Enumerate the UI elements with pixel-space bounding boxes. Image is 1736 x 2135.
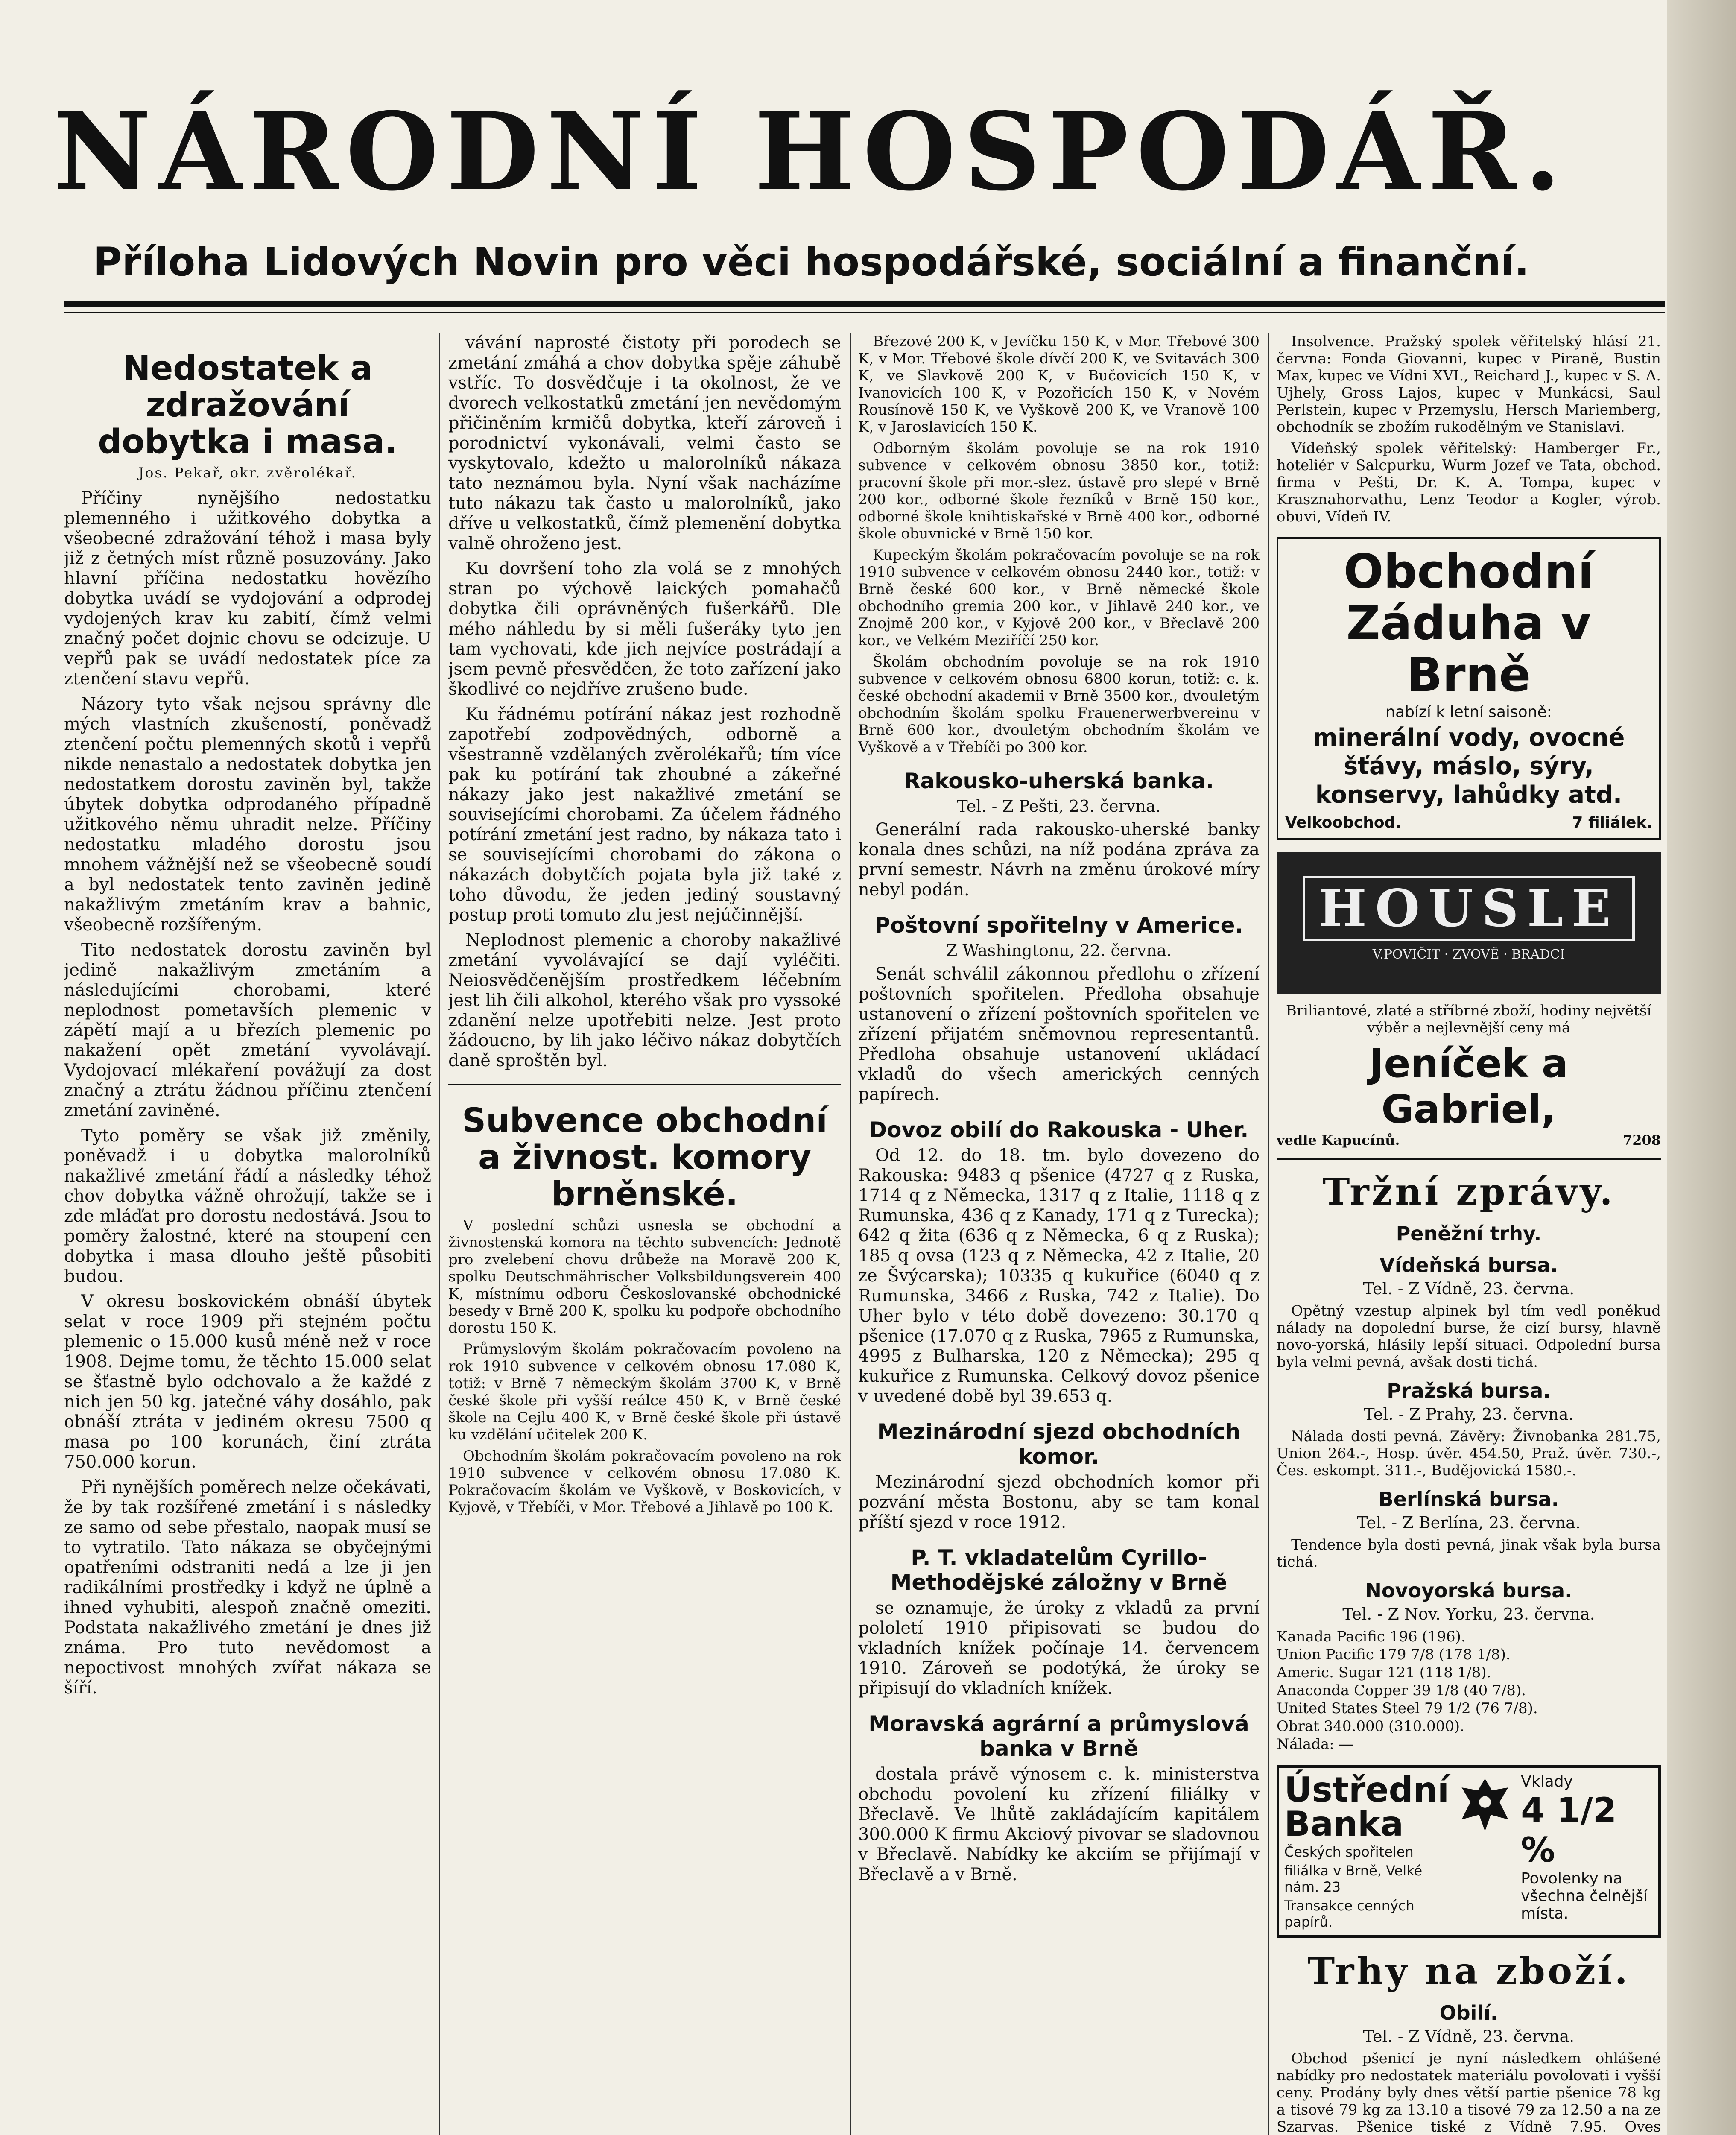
article-paragraph: Školám obchodním povoluje se na rok 1910 subvence v celkovém obnosu 6800 korun, totiž: c. k. české obchodní akademii v Brně 3500 kor., dvouletým obchodním školám spolku Frauenerwerbvereinu v Brně 600 kor., dvouletým obchodním školám ve Vyškově a v Třebíči po 300 kor. xyxy=(858,653,1260,756)
grain-text: Obchod pšenicí je nyní následkem ohlášené nabídky pro nedostatek materiálu povolovati i vyšší ceny. Prodány byly dnes větší partie pšenice 78 kg a tisové 79 kg za 13.10 a tisové 79 za 12.50 a na ze Szarvas. Pšenice tiské z Vídně 7.95. Oves xyxy=(1277,2050,1661,2135)
article-title: Subvence obchodní a živnost. komory brněnské. xyxy=(462,1102,827,1214)
ad-banka-title: Ústřední Banka xyxy=(1284,1769,1450,1844)
ad-banka-rate-label: Vklady xyxy=(1521,1772,1573,1790)
article-paragraph: Březové 200 K, v Jevíčku 150 K, v Mor. Třebové 300 K, v Mor. Třebové škole dívčí 200 K, ve Svitavách 300 K, ve Slavkově 200 K, v Bučovicích 150 K, v Ivanovicích 100 K, v Pozořicích 150 K, v Novém Rousínově 150 K, ve Vyškově 200 K, ve Vranově 100 K, v Jaroslavicích 150 K. xyxy=(858,333,1260,436)
ad-housle-word: HOUSLE xyxy=(1303,876,1634,941)
article-paragraph: Průmyslovým školám pokračovacím povoleno na rok 1910 subvence v celkovém obnosu 17.080 K, totiž: v Brně 7 německým školám 3700 K, v Brně české škole při vyšší reálce 450 K, v Brně české škole na Cejlu 400 K, v Brně české škole při ústavě ku vzdělání učitelek 200 K. xyxy=(448,1341,841,1443)
quote-row: Obrat 340.000 (310.000). xyxy=(1277,1717,1464,1735)
article-paragraph: V okresu boskovickém obnáší úbytek selat v roce 1909 při stejném počtu plemenic o 15.000 kusů méně než v roce 1908. Dejme tomu, že těchto 15.000 selat se šťastně bylo odchovalo a že každé z nich jen 50 kg. jatečné váhy dosáhlo, pak obnáší ztráta v jediném okresu 7500 q masa po 100 korunách, činí ztráta 750.000 korun. xyxy=(64,1292,431,1472)
news-heading: P. T. vkladatelům Cyrillo-Methodějské záložny v Brně xyxy=(890,1545,1227,1595)
masthead-subtitle: Příloha Lidových Novin pro věci hospodářské, sociální a finanční. xyxy=(93,239,1529,285)
ad-footer-left: Velkoobchod. xyxy=(1285,813,1402,831)
quote-row: Kanada Pacific 196 (196). xyxy=(1277,1628,1466,1645)
news-heading: Poštovní spořitelny v Americe. xyxy=(874,913,1243,938)
ad-banka-line: Transakce cenných papírů. xyxy=(1284,1897,1415,1930)
section-rule xyxy=(1277,1158,1661,1160)
insolvence-paragraph: Vídeňský spolek věřitelský: Hamberger Fr., hoteliér v Salcpurku, Wurm Jozef ve Tata, obchod. firma v Pešti, Dr. K. A. Tompa, kupec v Krasznahorvathu, Lenz Teodor a Kogler, výrob. obuvi, Vídeň IV. xyxy=(1277,440,1661,525)
news-text: Senát schválil zákonnou předlohu o zřízení poštovních spořitelen. Předloha obsahuje ustanovení o zřízení poštovních spořitelen ve zřízení přijatém sněmovnou representantů. Předloha obsahuje ustanovení ukládací vkladů do všech amerických cenných papírech. xyxy=(858,964,1260,1104)
ad-jenicek-address: vedle Kapucínů. xyxy=(1277,1132,1400,1148)
bourse-dateline: Tel. - Z Nov. Yorku, 23. června. xyxy=(1342,1604,1595,1623)
ad-jenicek-footer xyxy=(1277,1132,1661,1148)
bourse-heading: Novoyorská bursa. xyxy=(1365,1579,1572,1602)
article-paragraph: V poslední schůzi usnesla se obchodní a živnostenská komora na těchto subvencích: Jednotě pro zvelebení chovu drůbeže na Moravě 200 K, spolku Deutschmährischer Volksbildungsverein 400 K, místnímu odboru Českoslovanské obchodnické besedy v Brně 200 K, spolku ku podpoře obchodního dorostu 150 K. xyxy=(448,1217,841,1337)
masthead-rule-thin xyxy=(64,312,1665,313)
masthead-title: NÁRODNÍ HOSPODÁŘ. xyxy=(53,89,1569,214)
news-heading: Rakousko-uherská banka. xyxy=(904,769,1214,793)
column-divider xyxy=(439,333,440,2135)
news-dateline: Z Washingtonu, 22. června. xyxy=(946,941,1172,960)
ad-jenicek-code: 7208 xyxy=(1622,1132,1661,1148)
article-paragraph: Kupeckým školám pokračovacím povoluje se na rok 1910 subvence v celkovém obnosu 2440 kor., totiž: v Brně české 600 kor., v Brně německé škole obchodního gremia 200 kor., v Jihlavě 240 kor., ve Znojmě 200 kor., v Kyjově 200 kor., v Břeclavě 200 kor., ve Velkém Meziříčí 250 kor. xyxy=(858,547,1260,649)
ad-housle xyxy=(1277,852,1661,994)
bourse-heading: Pražská bursa. xyxy=(1387,1379,1551,1402)
article-paragraph: Neplodnost plemenic a choroby nakažlivé zmetání vyvolávající se dají vyléčiti. Neiosvědčenějším prostředkem léčebním jest lih čili alkohol, kterého však pro vyssoké zdanění nelze upotřebiti nelze. Jest proto žádoucno, by lih jako léčivo nákaz dobytčích daně sproštěn byl. xyxy=(448,930,841,1070)
bourse-dateline: Tel. - Z Vídně, 23. června. xyxy=(1363,1279,1575,1298)
ad-obchodni-zadruha xyxy=(1277,537,1661,840)
grain-dateline: Tel. - Z Vídně, 23. června. xyxy=(1363,2027,1575,2046)
bourse-dateline: Tel. - Z Prahy, 23. června. xyxy=(1364,1404,1574,1424)
article-paragraph: Příčiny nynějšího nedostatku plemenného i užitkového dobytka a všeobecné zdražování téhož i masa byly již z četných míst různě posuzovány. Jako hlavní příčina nedostatku hovězího dobytka uvádí se vydojování a odprodej vydojených krav ku zabití, čímž velmi značný počet dojnic chovu se odcizuje. U vepřů pak se uvádí nedostatek píce za ztenčení stavu vepřů. xyxy=(64,488,431,689)
column-divider xyxy=(850,333,851,2135)
column-1 xyxy=(64,333,431,2135)
news-heading: Mezinárodní sjezd obchodních komor. xyxy=(877,1419,1241,1469)
quote-row: Union Pacific 179 7/8 (178 1/8). xyxy=(1277,1646,1511,1663)
ad-title: Obchodní Záduha v Brně xyxy=(1343,544,1594,702)
masthead-rule xyxy=(64,301,1665,307)
adjacent-page-edge xyxy=(1667,0,1736,2135)
market-title: Tržní zprávy. xyxy=(1322,1170,1615,1214)
eagle-emblem-icon xyxy=(1455,1773,1515,1837)
article-paragraph: Ku řádnému potírání nákaz jest rozhodně zapotřebí zodpovědných, odborně a všestranně vzdělaných zvěrolékařů; tím více pak ku potírání tak zhoubné a zákeřné nákazy jako jest nakažlivé zmetání se souvisejícími chorobami. Za účelem řádného potírání zmetání jest radno, by nákaza tato i se souvisejícími chorobami do zákona o nákazách dobytčích pojata byla již také z toho důvodu, že jeden jediný soustavný postup proti tomuto zlu jest nejúčinnější. xyxy=(448,705,841,925)
article-paragraph: vávání naprosté čistoty při porodech se zmetání zmáhá a chov dobytka spěje záhubě vstříc. To dosvědčuje i ta okolnost, že ve dvorech velkostatků zmetání jen nevědomým přičiněním krmičů dobytka, kteří zároveň i porodnictví vykonávali, velmi často se vyskytovalo, kdežto u malorolníků nákaza tato neznámou byla. Nyní však nacházíme tuto nákazu tak často u malorolníků, jako dříve u velkostatků, čímž plemenění dobytka valně ohroženo jest. xyxy=(448,333,841,553)
ad-footer xyxy=(1285,814,1652,831)
article-byline: Jos. Pekař, okr. zvěrolékař. xyxy=(138,465,357,481)
ad-banka-right-line: Povolenky na všechna čelnější místa. xyxy=(1521,1869,1648,1922)
news-heading: Moravská agrární a průmyslová banka v Brně xyxy=(868,1711,1249,1761)
bourse-text: Nálada dosti pevná. Závěry: Živnobanka 281.75, Union 264.-, Hosp. úvěr. 454.50, Praž. úvěr. 730.-, Čes. eskompt. 311.-, Budějovická 1580.-. xyxy=(1277,1427,1661,1479)
news-text: Generální rada rakousko-uherské banky konala dnes schůzi, na níž podána zpráva za první semestr. Návrh na změnu úrokové míry nebyl podán. xyxy=(858,820,1260,900)
article-paragraph: Obchodním školám pokračovacím povoleno na rok 1910 subvence v celkovém obnosu 17.080 K. Pokračovacím školám ve Vyškově, v Boskovicích, v Kyjově, v Třebíči, v Mor. Třebové a Jihlavě po 100 K. xyxy=(448,1448,841,1516)
section-rule xyxy=(448,1084,841,1085)
news-text: se oznamuje, že úroky z vkladů za první pololetí 1910 připisovati se budou do vkladních knížek počínaje 14. červencem 1910. Zároveň se podotýká, že úroky se připisují do vkladních knížek. xyxy=(858,1598,1260,1698)
column-3 xyxy=(858,333,1260,2135)
insolvence-paragraph: Insolvence. Pražský spolek věřitelský hlásí 21. června: Fonda Giovanni, kupec v Piraně, Bustin Max, kupec ve Vídni XVI., Reichard J., kupec v S. A. Ujhely, Gross Lajos, kupec v Munkácsi, Saul Perlstein, kupec v Przemyslu, Hersch Mariemberg, obchodník se zbožím rukodělným ve Stanislavi. xyxy=(1277,333,1661,436)
news-heading: Dovoz obilí do Rakouska - Uher. xyxy=(869,1117,1249,1142)
quote-row: Nálada: — xyxy=(1277,1735,1353,1753)
bourse-dateline: Tel. - Z Berlína, 23. června. xyxy=(1357,1513,1581,1532)
quote-row: Americ. Sugar 121 (118 1/8). xyxy=(1277,1664,1491,1681)
article-paragraph: Tyto poměry se však již změnily, poněvadž i u dobytka malorolníků nakažlivé zmetání řádí a následky téhož chov dobytka vážně ohrožují, takže se i zde mláďat pro dorostu nedostává. Jsou to poměry žalostné, které na stoupení cen dobytka i masa dlouho ještě působiti budou. xyxy=(64,1126,431,1286)
money-heading: Peněžní trhy. xyxy=(1396,1222,1542,1245)
ad-ustredni-banka xyxy=(1277,1765,1661,1938)
article-title: Nedostatek a zdražování dobytka i masa. xyxy=(98,349,397,461)
ad-jenicek-text: Briliantové, zlaté a stříbrné zboží, hodiny největší výběr a nejlevnější ceny má xyxy=(1286,1002,1652,1036)
news-text: dostala právě výnosem c. k. ministerstva obchodu povolení ku zřízení filiálky v Břeclavě. Ve lhůtě zakládajícím kapitálem 300.000 K firmu Akciový pivovar se sladovnou v Břeclavě. Nabídky ke akciím se přijímají v Břeclavě a v Brně. xyxy=(858,1764,1260,1884)
ad-banka-line: filiálka v Brně, Velké nám. 23 xyxy=(1284,1862,1423,1895)
news-dateline: Tel. - Z Pešti, 23. června. xyxy=(957,797,1161,816)
ad-jenicek-name: Jeníček a Gabriel, xyxy=(1369,1040,1568,1132)
news-text: Mezinárodní sjezd obchodních komor při pozvání města Bostonu, aby se tam konal příští sjezd v roce 1912. xyxy=(858,1472,1260,1532)
news-text: Od 12. do 18. tm. bylo dovezeno do Rakouska: 9483 q pšenice (4727 q z Ruska, 1714 q z Německa, 1317 q z Italie, 1118 q z Rumunska, 436 q z Kanady, 171 q z Turecka); 642 q žita (636 q z Německa, 6 q z Ruska); 185 q ovsa (123 q z Německa, 42 z Italie, 20 ze Švýcarska); 10335 q kukuřice (6040 q z Rumunska, 3466 z Ruska, 742 z Italie). Do Uher bylo v této době dovezeno: 30.170 q pšenice (17.070 q z Ruska, 7965 z Rumunska, 4995 z Bulharska, 120 z Německa); 295 q kukuřice z Rumunska. Celkový dovoz pšenice v uvedené době byl 39.653 q. xyxy=(858,1146,1260,1406)
ad-jenicek xyxy=(1277,1002,1661,1148)
ad-banka-rate: 4 1/2 % xyxy=(1521,1790,1617,1870)
ad-subtitle: nabízí k letní saisoně: xyxy=(1385,703,1552,721)
grain-heading: Obilí. xyxy=(1439,2001,1498,2024)
column-4 xyxy=(1277,333,1661,2135)
ad-banka-line: Českých spořitelen xyxy=(1284,1843,1414,1860)
column-2 xyxy=(448,333,841,2135)
bourse-text: Tendence byla dosti pevná, jinak však byla bursa tichá. xyxy=(1277,1536,1661,1571)
bourse-text: Opětný vzestup alpinek byl tím vedl poněkud nálady na dopolední burse, že cizí bursy, hlavně novo-yorská, hlásily lepší situaci. Odpolední bursa byla velmi pevná, avšak dosti tichá. xyxy=(1277,1302,1661,1371)
article-paragraph: Ku dovršení toho zla volá se z mnohých stran po výchově laických pomahačů dobytka čili oprávněných fušerkářů. Dle mého náhledu by si měli fušeráky tyto jen tam vychovati, kde jich nejvíce postrádají a jsem pevně přesvědčen, že toto zařízení jako škodlivé co nejdříve zrušeno bude. xyxy=(448,559,841,699)
ad-footer-right: 7 filiálek. xyxy=(1572,813,1652,831)
article-paragraph: Tito nedostatek dorostu zaviněn byl jedině nakažlivým zmetáním a následujícími chorobami, které neplodnost pometavších plemenic v zápětí mají a u březích plemenic po nakažení opět zmetání vyvolávají. Vydojovací mlékaření povážují za dost značný a ztrátu žádnou příčinu ztenčení zmetání zaviněné. xyxy=(64,940,431,1120)
bourse-heading: Vídeňská bursa. xyxy=(1379,1253,1558,1277)
article-paragraph: Odborným školám povoluje se na rok 1910 subvence v celkovém obnosu 3850 kor., totiž: pracovní škole při mor.-slez. ústavě pro slepé v Brně 200 kor., odborné škole řezníků v Brně 150 kor., odborné škole knihtiskařské v Brně 400 kor., odborné škole obuvnické v Brně 150 kor. xyxy=(858,440,1260,542)
column-divider xyxy=(1268,333,1269,2135)
ad-goods: minerální vody, ovocné šťávy, máslo, sýry, konservy, lahůdky atd. xyxy=(1312,724,1625,809)
article-paragraph: Při nynějších poměrech nelze očekávati, že by tak rozšířené zmetání i s následky ze samo od sebe přestalo, naopak musí se to vytratilo. Tato nákaza se obyčejnými opatřeními odstraniti nedá a lze ji jen radikálními prostředky i když ne úplně a ihned vyhubiti, alespoň značně omeziti. Podstata nakažlivého zmetání je dnes již známa. Pro tuto nevědomost a nepoctivost mnohých zvířat nákaza se šíří. xyxy=(64,1477,431,1698)
bourse-heading: Berlínská bursa. xyxy=(1378,1487,1559,1511)
quote-row: United States Steel 79 1/2 (76 7/8). xyxy=(1277,1699,1538,1717)
goods-title: Trhy na zboží. xyxy=(1307,1949,1630,1993)
ad-housle-tag: V.POVIČIT · ZVOVĚ · BRADCI xyxy=(1372,947,1565,962)
quote-row: Anaconda Copper 39 1/8 (40 7/8). xyxy=(1277,1682,1526,1699)
article-paragraph: Názory tyto však nejsou správny dle mých vlastních zkušeností, poněvadž ztenčení počtu plemenných skotů i vepřů nikde nenastalo a nedostatek dobytka jen nedostatkem dorostu zaviněn byl, takže úbytek dobytka odprodaného případně užitkového němu uhradit nelze. Příčiny nedostatku mladého dorostu jsou mnohem vážnější než se všeobecně soudí a byl nedostatek tento zaviněn jedině nakažlivým zmetáním krav a bahnic, všeobecně rozšířeným. xyxy=(64,694,431,935)
